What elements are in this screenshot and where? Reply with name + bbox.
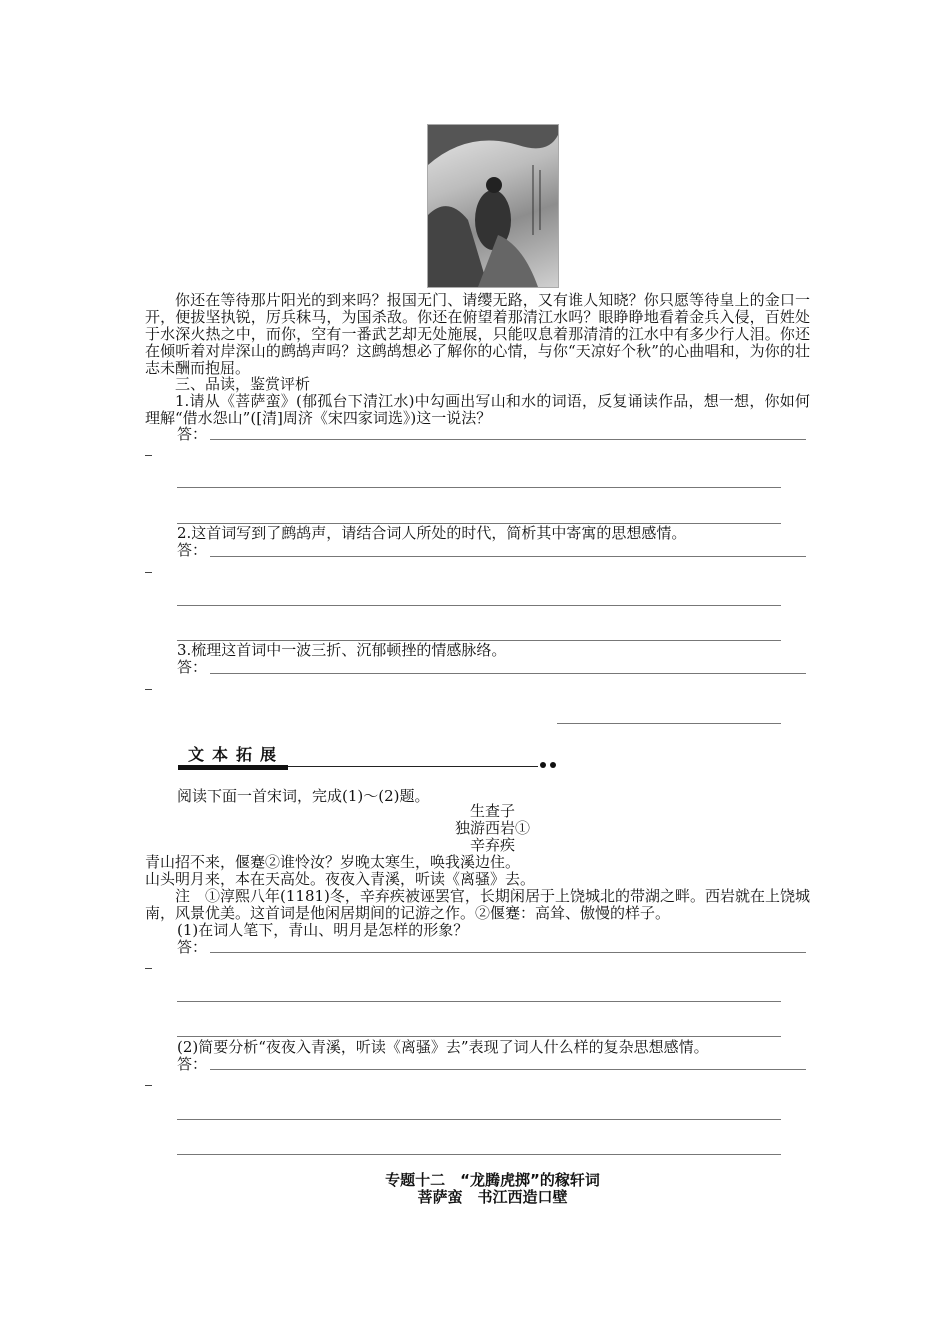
dash-mark bbox=[145, 572, 152, 573]
footer-poem-title: 菩萨蛮 书江西造口壁 bbox=[417, 1188, 568, 1206]
extension-title: 文本拓展 bbox=[188, 745, 285, 764]
poet-painting-image bbox=[427, 124, 559, 288]
question-3: 3.梳理这首词中一波三折、沉郁顿挫的情感脉络。 bbox=[177, 641, 507, 659]
title-underline-thin bbox=[288, 766, 538, 767]
dash-mark bbox=[145, 455, 152, 456]
answer-line[interactable] bbox=[210, 1069, 806, 1070]
sub-question-1: (1)在词人笔下，青山、明月是怎样的形象？ bbox=[177, 921, 469, 939]
section3-heading: 三、品读，鉴赏评析 bbox=[175, 375, 311, 393]
answer-label: 答： bbox=[177, 541, 208, 559]
poem-title: 生查子 bbox=[469, 802, 515, 820]
answer-line[interactable] bbox=[177, 605, 781, 606]
dash-mark bbox=[145, 689, 152, 690]
answer-line[interactable] bbox=[210, 673, 806, 674]
dash-mark bbox=[145, 1085, 152, 1086]
sub-question-2: (2)简要分析“夜夜入青溪，听读《离骚》去”表现了词人什么样的复杂思想感情。 bbox=[177, 1038, 709, 1056]
poem-line-2: 山头明月来，本在天高处。夜夜入青溪，听读《离骚》去。 bbox=[145, 870, 536, 888]
question-1: 1.请从《菩萨蛮》(郁孤台下清江水)中勾画出写山和水的词语，反复诵读作品，想一想，你如何理解“借水怨山”([清]周济《宋四家词选》)这一说法？ bbox=[145, 392, 810, 427]
answer-line[interactable] bbox=[210, 439, 806, 440]
answer-line[interactable] bbox=[177, 1154, 781, 1155]
title-dot bbox=[550, 762, 556, 768]
answer-line[interactable] bbox=[177, 1001, 781, 1002]
answer-label: 答： bbox=[177, 938, 208, 956]
poem-subtitle: 独游西岩① bbox=[454, 819, 530, 837]
title-underline-thick bbox=[178, 765, 288, 770]
poem-author: 辛弃疾 bbox=[469, 836, 515, 854]
answer-label: 答： bbox=[177, 658, 208, 676]
answer-line[interactable] bbox=[177, 1119, 781, 1120]
answer-line[interactable] bbox=[210, 556, 806, 557]
footer-chapter-title: 专题十二 “龙腾虎掷”的稼轩词 bbox=[385, 1171, 600, 1189]
answer-label: 答： bbox=[177, 425, 208, 443]
answer-line[interactable] bbox=[177, 1036, 781, 1037]
title-dot bbox=[540, 762, 546, 768]
intro-paragraph: 你还在等待那片阳光的到来吗？报国无门、请缨无路，又有谁人知晓？你只愿等待皇上的金口一开，便拔坚执锐，厉兵秣马，为国杀敌。你还在俯望着那清江水吗？眼睁睁地看着金兵入侵，百姓处于水深火热之中，而你，空有一番武艺却无处施展，只能叹息着那清清的江水中有多少行人泪。你还在倾听着对岸深山的鹧鸪声吗？这鹧鸪想必了解你的心情，与你“天凉好个秋”的心曲唱和，为你的壮志未酬而抱屈。 bbox=[145, 291, 810, 377]
answer-label: 答： bbox=[177, 1055, 208, 1073]
answer-line[interactable] bbox=[177, 487, 781, 488]
answer-line[interactable] bbox=[210, 952, 806, 953]
poem-line-1: 青山招不来，偃蹇②谁怜汝？岁晚太寒生，唤我溪边住。 bbox=[145, 853, 521, 871]
dash-mark bbox=[145, 968, 152, 969]
question-2: 2.这首词写到了鹧鸪声，请结合词人所处的时代，简析其中寄寓的思想感情。 bbox=[177, 524, 687, 542]
answer-line[interactable] bbox=[557, 723, 781, 724]
poem-notes: 注 ①淳熙八年(1181)冬，辛弃疾被诬罢官，长期闲居于上饶城北的带湖之畔。西岩就在上饶城南，风景优美。这首词是他闲居期间的记游之作。②偃蹇：高耸、傲慢的样子。 bbox=[145, 887, 810, 922]
reading-prompt: 阅读下面一首宋词，完成(1)～(2)题。 bbox=[177, 787, 430, 805]
